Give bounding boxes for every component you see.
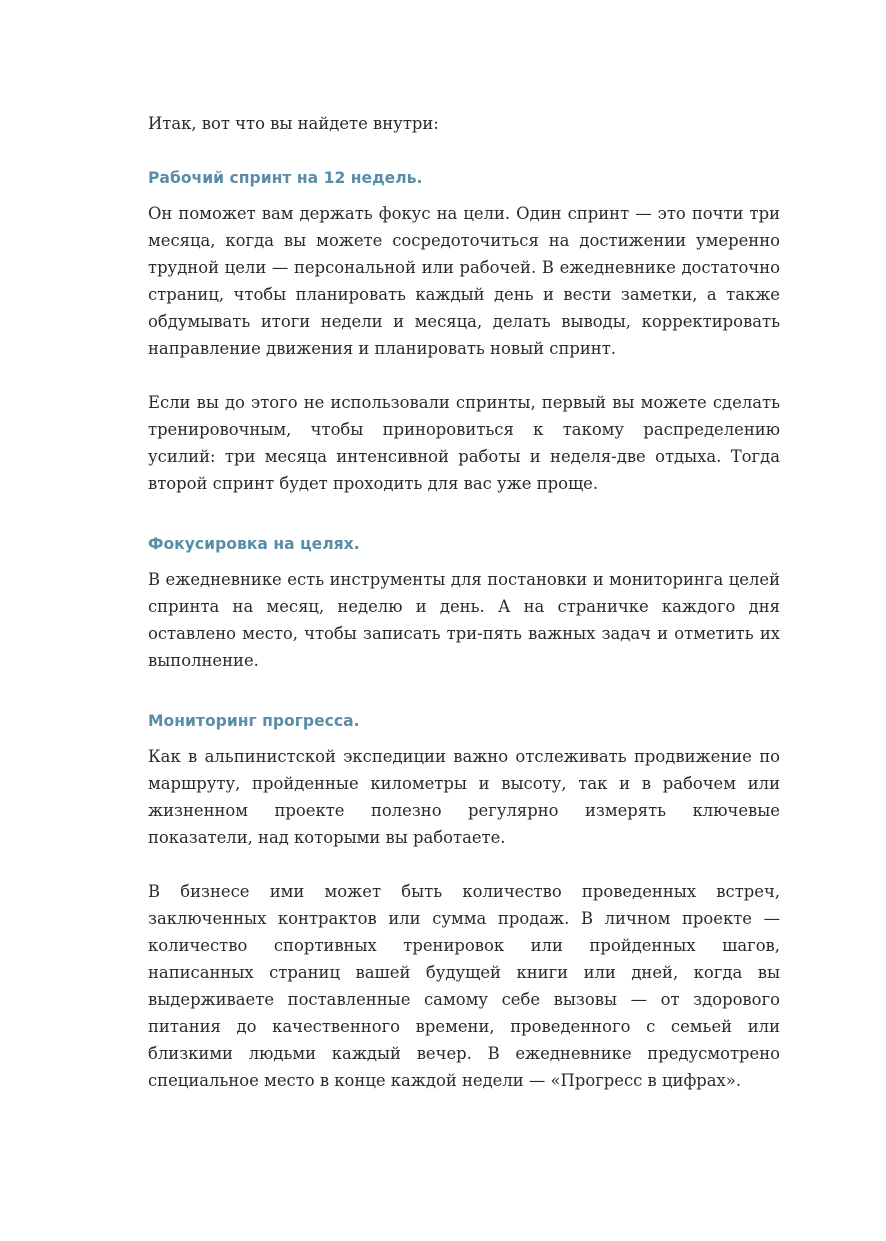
paragraph: В ежедневнике есть инструменты для постановки и мониторинга целей спринта на месяц, неделю и день. А на страничке каждого дня оставлено место, чтобы записать три-пять важных задач и отметить их выполнение. xyxy=(148,570,780,670)
paragraph: Он поможет вам держать фокус на цели. Один спринт — это почти три месяца, когда вы можете сосредоточиться на достижении умеренно трудной цели — персональной или рабочей. В ежедневнике достаточно страниц, чтобы планировать каждый день и вести заметки, а также обдумывать итоги недели и месяца, делать выводы, корректировать направление движения и планировать новый спринт. xyxy=(148,204,780,358)
section-heading-sprint: Рабочий спринт на 12 недель. xyxy=(148,169,423,187)
paragraph: В бизнесе ими может быть количество проведенных встреч, заключенных контрактов или сумма продаж. В личном проекте — количество спортивных тренировок или пройденных шагов, написанных страниц вашей будущей книги или дней, когда вы выдерживаете поставленные самому себе вызовы — от здорового питания до качественного времени, проведенного с семьей или близкими людьми каждый вечер. В ежедневнике предусмотрено специальное место в конце каждой недели — «Прогресс в цифрах». xyxy=(148,882,780,1090)
section-heading-focus: Фокусировка на целях. xyxy=(148,535,360,553)
section-heading-progress: Мониторинг прогресса. xyxy=(148,712,360,730)
paragraph: Если вы до этого не использовали спринты, первый вы можете сделать тренировочным, чтобы приноровиться к такому распределению усилий: три месяца интенсивной работы и неделя-две отдыха. Тогда второй спринт будет проходить для вас уже проще. xyxy=(148,393,780,493)
book-page xyxy=(148,110,780,1121)
paragraph: Как в альпинистской экспедиции важно отслеживать продвижение по маршруту, пройденные километры и высоту, так и в рабочем или жизненном проекте полезно регулярно измерять ключевые показатели, над которыми вы работаете. xyxy=(148,747,780,847)
intro-text: Итак, вот что вы найдете внутри: xyxy=(148,114,439,133)
